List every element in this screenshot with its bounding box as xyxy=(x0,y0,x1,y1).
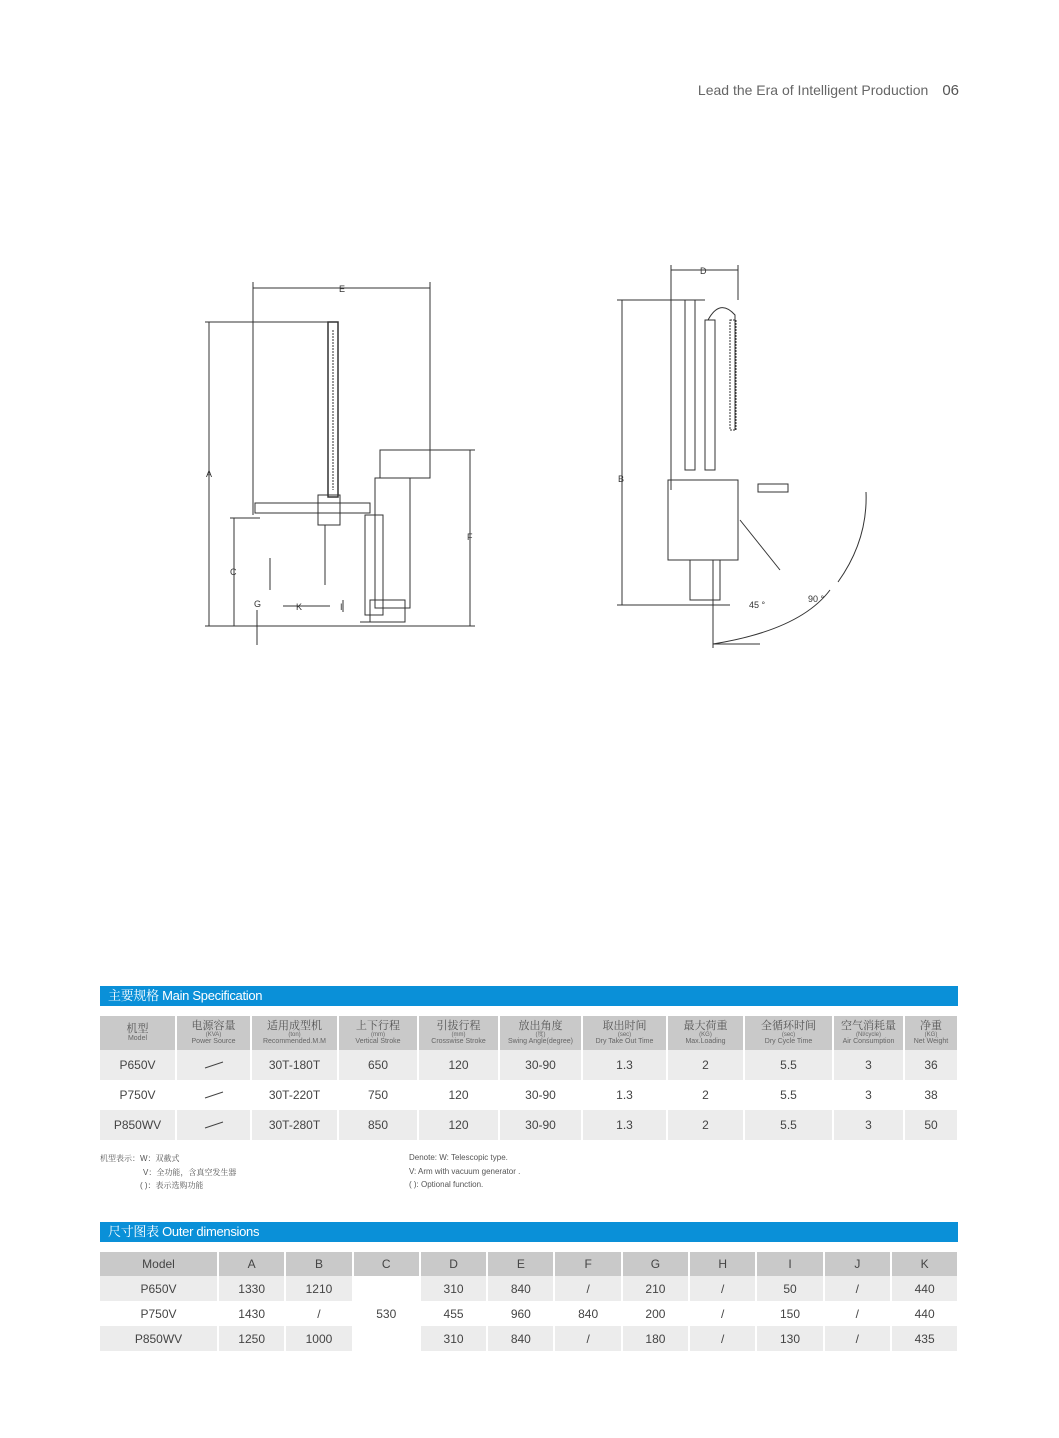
label-F: F xyxy=(467,532,473,542)
side-view-drawing xyxy=(617,265,866,648)
header-unit: (sec) xyxy=(617,1032,632,1038)
table-cell: 38 xyxy=(904,1080,958,1110)
table-cell: 5.5 xyxy=(744,1050,833,1080)
table-cell: 1430 xyxy=(218,1301,285,1326)
table-row xyxy=(100,1050,958,1080)
spec-column-header xyxy=(176,1016,251,1050)
spec-column-header xyxy=(499,1016,582,1050)
table-cell: 530 xyxy=(353,1276,420,1351)
table-cell: 210 xyxy=(622,1276,689,1301)
table-cell: 1330 xyxy=(218,1276,285,1301)
table-cell xyxy=(176,1080,251,1110)
header-en: Vertical Stroke xyxy=(355,1038,401,1045)
header-unit: (KG) xyxy=(699,1032,712,1038)
header-cn: 机型 xyxy=(126,1023,149,1035)
dims-column-header: H xyxy=(689,1252,756,1276)
table-cell: / xyxy=(689,1301,756,1326)
table-cell: 36 xyxy=(904,1050,958,1080)
header-unit: (mm) xyxy=(451,1032,466,1038)
table-cell: 1000 xyxy=(285,1326,352,1351)
table-cell: 120 xyxy=(418,1050,499,1080)
table-cell: 30T-180T xyxy=(251,1050,338,1080)
label-K: K xyxy=(296,602,303,612)
table-cell: 120 xyxy=(418,1110,499,1140)
label-G: G xyxy=(254,599,262,609)
table-row xyxy=(100,1110,958,1140)
dims-column-header: F xyxy=(554,1252,621,1276)
header-cn: 电源容量 xyxy=(191,1020,236,1032)
spec-section-title: 主要规格 Main Specification xyxy=(100,986,958,1006)
table-cell: 5.5 xyxy=(744,1110,833,1140)
header-unit: (sec) xyxy=(781,1032,796,1038)
spec-column-header xyxy=(418,1016,499,1050)
table-cell: 1.3 xyxy=(582,1050,667,1080)
table-cell: / xyxy=(824,1301,891,1326)
label-E: E xyxy=(339,284,346,294)
table-cell: 120 xyxy=(418,1080,499,1110)
table-cell: 1.3 xyxy=(582,1080,667,1110)
dims-column-header: D xyxy=(420,1252,487,1276)
table-cell: 30-90 xyxy=(499,1050,582,1080)
table-cell: 3 xyxy=(833,1110,904,1140)
table-cell: 3 xyxy=(833,1050,904,1080)
spec-column-header xyxy=(100,1016,176,1050)
table-row xyxy=(100,1326,958,1351)
table-cell: 850 xyxy=(338,1110,418,1140)
spec-column-header xyxy=(744,1016,833,1050)
table-cell: 455 xyxy=(420,1301,487,1326)
header-en: Model xyxy=(127,1035,148,1042)
header-cn: 取出时间 xyxy=(602,1020,647,1032)
table-cell: 50 xyxy=(904,1110,958,1140)
header-en: Dry Take Out Time xyxy=(595,1038,654,1045)
label-90-degree: 90 ° xyxy=(808,594,825,604)
table-cell: P850WV xyxy=(100,1326,218,1351)
table-cell: / xyxy=(285,1301,352,1326)
header-unit: (KG) xyxy=(924,1032,938,1038)
table-cell: 2 xyxy=(667,1080,744,1110)
notes-chinese xyxy=(100,1152,236,1193)
table-cell: 2 xyxy=(667,1050,744,1080)
label-B: B xyxy=(618,474,625,484)
table-cell: / xyxy=(689,1276,756,1301)
table-cell: 750 xyxy=(338,1080,418,1110)
table-cell: 310 xyxy=(420,1276,487,1301)
dims-column-header: Model xyxy=(100,1252,218,1276)
note-en-line: V: Arm with vacuum generator . xyxy=(409,1166,521,1176)
front-view-drawing xyxy=(205,282,475,645)
table-cell: 960 xyxy=(487,1301,554,1326)
header-cn: 净重 xyxy=(920,1020,942,1032)
table-cell: 5.5 xyxy=(744,1080,833,1110)
header-cn: 最大荷重 xyxy=(683,1020,728,1032)
header-en: Crosswise Stroke xyxy=(431,1038,486,1045)
table-cell: 3 xyxy=(833,1080,904,1110)
header-en: Recommended.M.M xyxy=(262,1038,327,1045)
dims-column-header: B xyxy=(285,1252,352,1276)
table-cell: P650V xyxy=(100,1050,176,1080)
header-cn: 适用成型机 xyxy=(267,1020,322,1032)
table-cell xyxy=(176,1050,251,1080)
outer-dimensions-table xyxy=(100,1252,959,1351)
table-cell: / xyxy=(824,1326,891,1351)
table-cell: 130 xyxy=(756,1326,823,1351)
slash-mark xyxy=(204,1061,224,1069)
slash-mark xyxy=(204,1121,224,1129)
dims-column-header: K xyxy=(891,1252,958,1276)
note-en-line: ( ): Optional function. xyxy=(409,1180,484,1189)
header-cn: 全循环时间 xyxy=(761,1020,816,1032)
label-45-degree: 45 ° xyxy=(749,600,766,610)
table-cell: 1.3 xyxy=(582,1110,667,1140)
header-unit: (ton) xyxy=(288,1032,301,1038)
dims-column-header: C xyxy=(353,1252,420,1276)
table-cell: P750V xyxy=(100,1080,176,1110)
table-cell: 30T-220T xyxy=(251,1080,338,1110)
table-cell: P750V xyxy=(100,1301,218,1326)
table-cell: 1210 xyxy=(285,1276,352,1301)
table-cell: 200 xyxy=(622,1301,689,1326)
table-cell xyxy=(176,1110,251,1140)
notes-english xyxy=(409,1151,520,1192)
table-cell: P850WV xyxy=(100,1110,176,1140)
label-C: C xyxy=(230,567,237,577)
table-cell: P650V xyxy=(100,1276,218,1301)
table-row xyxy=(100,1276,958,1301)
table-cell: 840 xyxy=(487,1326,554,1351)
header-unit: (mm) xyxy=(371,1032,385,1038)
table-cell: 30T-280T xyxy=(251,1110,338,1140)
table-cell: 30-90 xyxy=(499,1110,582,1140)
dims-column-header: I xyxy=(756,1252,823,1276)
note-cn-line: ( )：表示选购功能 xyxy=(140,1181,204,1190)
table-cell: 50 xyxy=(756,1276,823,1301)
header-en: Air Consumption xyxy=(842,1038,895,1045)
header-en: Swing Angle(degree) xyxy=(508,1038,573,1045)
dims-column-header: E xyxy=(487,1252,554,1276)
table-cell: 840 xyxy=(554,1301,621,1326)
header-cn: 引拔行程 xyxy=(436,1020,481,1032)
dims-section-title: 尺寸图表 Outer dimensions xyxy=(100,1222,958,1242)
note-cn-line: 机型表示：W：双截式 xyxy=(100,1154,180,1163)
header-cn: 放出角度 xyxy=(518,1020,563,1032)
table-row xyxy=(100,1301,958,1326)
spec-column-header xyxy=(338,1016,418,1050)
header-cn: 上下行程 xyxy=(356,1020,400,1032)
spec-column-header xyxy=(904,1016,958,1050)
main-spec-table xyxy=(100,1016,959,1140)
header-unit: (KVA) xyxy=(205,1032,222,1038)
table-cell: / xyxy=(824,1276,891,1301)
table-cell: 150 xyxy=(756,1301,823,1326)
table-cell: 440 xyxy=(891,1276,958,1301)
header-unit: (度) xyxy=(535,1032,546,1038)
label-A: A xyxy=(206,469,213,479)
slash-mark xyxy=(204,1091,224,1099)
table-cell: / xyxy=(689,1326,756,1351)
table-row xyxy=(100,1080,958,1110)
table-cell: 435 xyxy=(891,1326,958,1351)
robot-arm-drawings xyxy=(0,0,1059,700)
table-cell: 180 xyxy=(622,1326,689,1351)
spec-column-header xyxy=(667,1016,744,1050)
header-unit: (Nl/cycle) xyxy=(856,1032,881,1038)
dims-column-header: J xyxy=(824,1252,891,1276)
label-I: I xyxy=(340,602,343,612)
header-en: Max.Loading xyxy=(685,1038,726,1045)
page-number: 06 xyxy=(942,82,959,99)
spec-column-header xyxy=(251,1016,338,1050)
header-en: Dry Cycle Time xyxy=(764,1038,813,1045)
header-en: Net Weight xyxy=(913,1038,949,1045)
table-cell: / xyxy=(554,1326,621,1351)
table-cell: 1250 xyxy=(218,1326,285,1351)
header-cn: 空气消耗量 xyxy=(841,1020,896,1032)
label-D: D xyxy=(700,266,707,276)
table-cell: / xyxy=(554,1276,621,1301)
table-cell: 310 xyxy=(420,1326,487,1351)
table-cell: 440 xyxy=(891,1301,958,1326)
spec-column-header xyxy=(582,1016,667,1050)
note-en-line: Denote: W: Telescopic type. xyxy=(409,1153,508,1162)
dims-column-header: A xyxy=(218,1252,285,1276)
table-cell: 650 xyxy=(338,1050,418,1080)
header-tagline: Lead the Era of Intelligent Production xyxy=(697,82,929,98)
table-cell: 30-90 xyxy=(499,1080,582,1110)
spec-column-header xyxy=(833,1016,904,1050)
dims-column-header: G xyxy=(622,1252,689,1276)
table-cell: 840 xyxy=(487,1276,554,1301)
note-cn-line: V：全功能，含真空发生器 xyxy=(143,1167,237,1177)
table-cell: 2 xyxy=(667,1110,744,1140)
header-en: Power Source xyxy=(191,1038,236,1045)
